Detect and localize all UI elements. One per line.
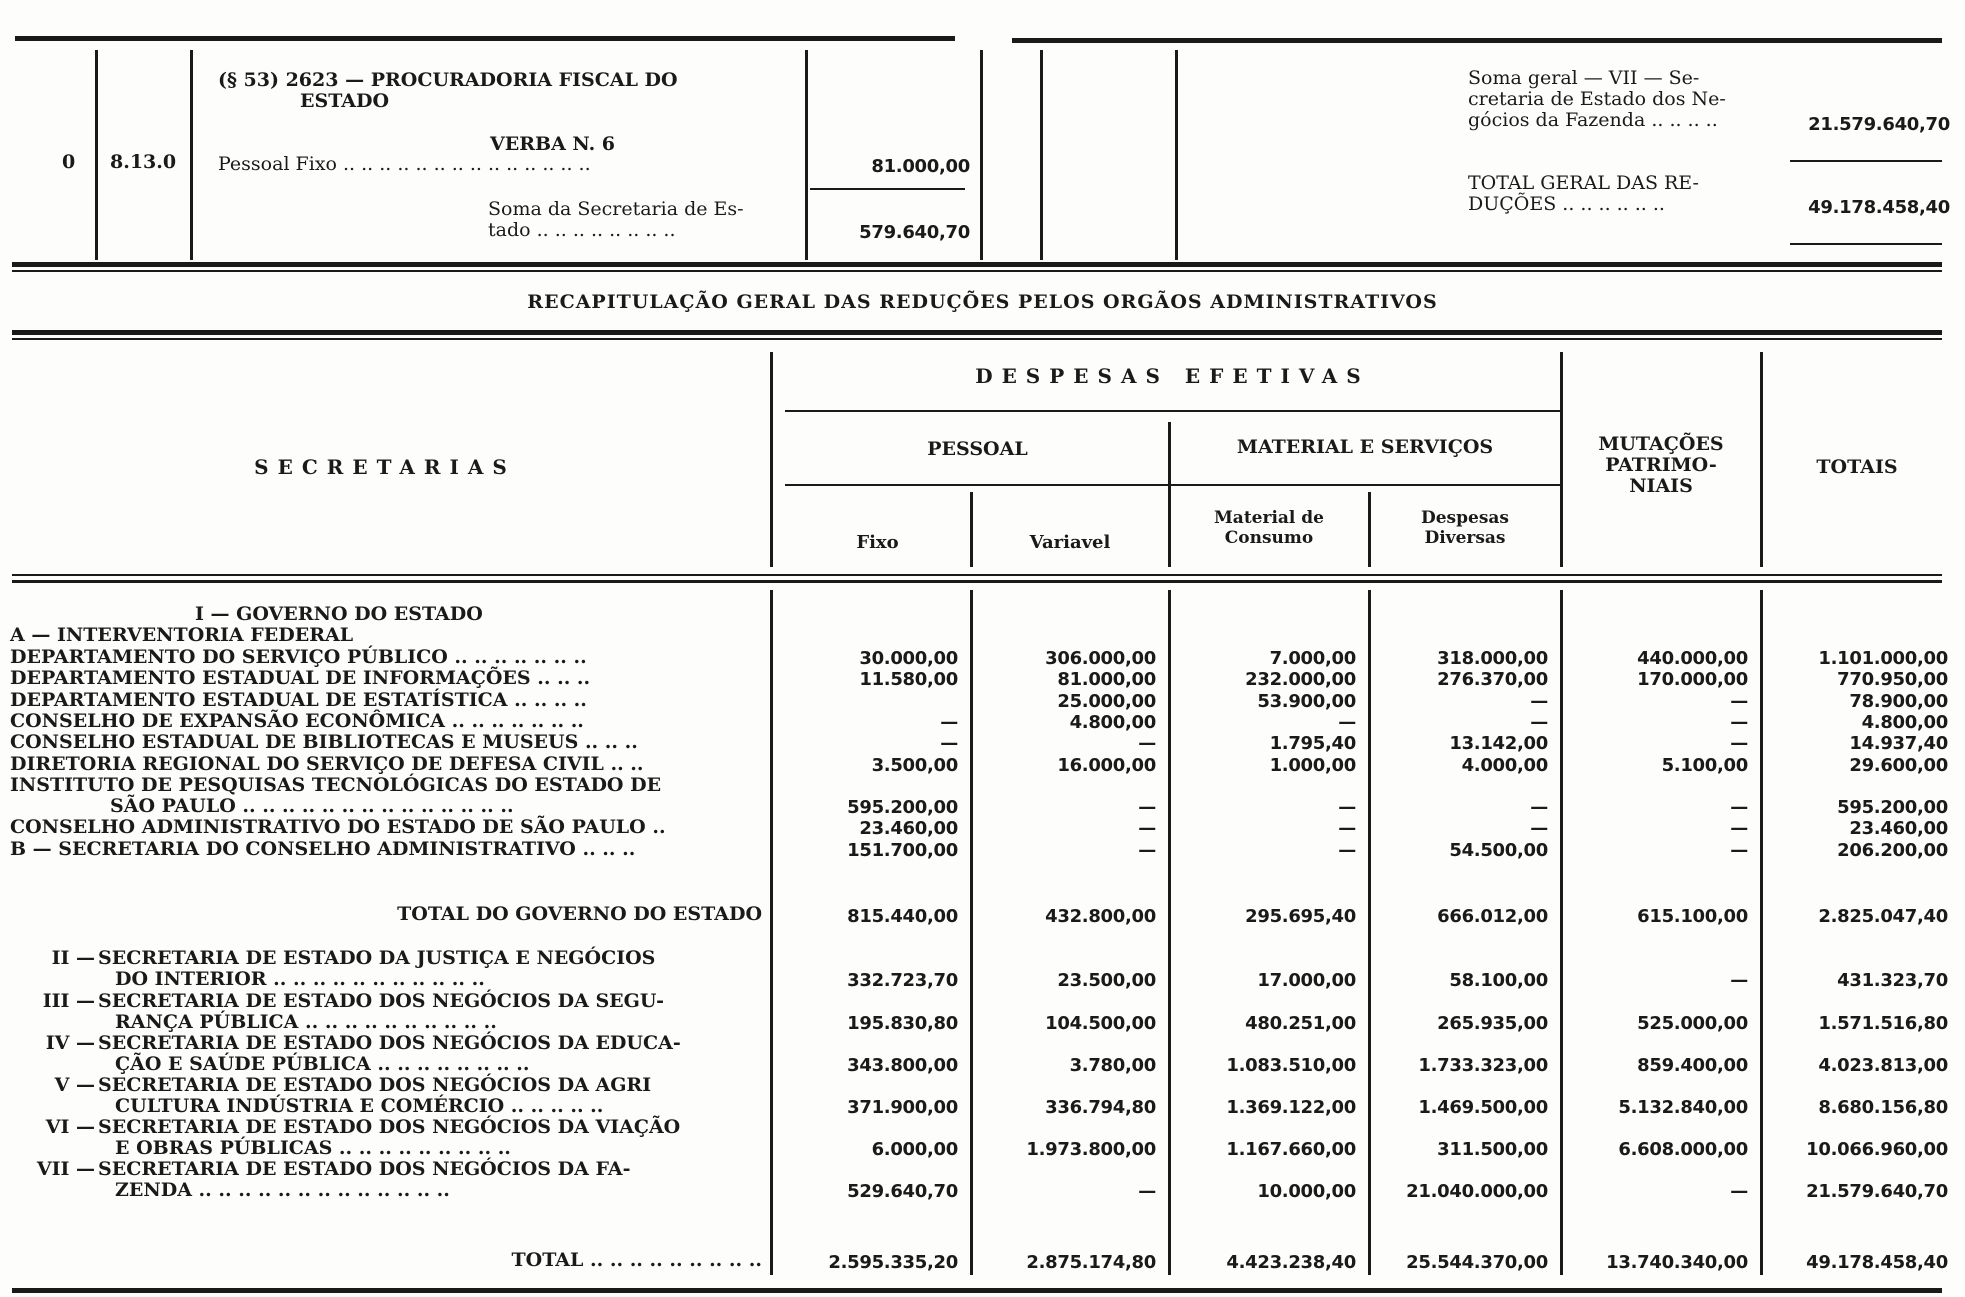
cell-mutacoes: — bbox=[1730, 797, 1748, 819]
body-vline bbox=[1760, 590, 1763, 1275]
top-vline bbox=[805, 50, 808, 260]
verba-label: VERBA N. 6 bbox=[490, 133, 616, 155]
despesas-diversas-header bbox=[1370, 508, 1560, 548]
cell-variavel: 81.000,00 bbox=[1057, 669, 1156, 691]
cell-diversas: 1.469.500,00 bbox=[1418, 1097, 1548, 1118]
cell-diversas: 54.500,00 bbox=[1449, 839, 1548, 861]
row-label: DEPARTAMENTO ESTADUAL DE INFORMAÇÕES .. .. .. bbox=[10, 667, 591, 690]
cell-fixo: — bbox=[940, 733, 958, 755]
cell-total: 23.460,00 bbox=[1849, 818, 1948, 840]
header-vline bbox=[970, 492, 973, 567]
row-label: SECRETARIA DE ESTADO DA JUSTIÇA E NEGÓCIOS bbox=[98, 947, 656, 969]
cell-mutacoes: 615.100,00 bbox=[1637, 906, 1748, 927]
body-vline bbox=[770, 590, 773, 1275]
top-rule-left bbox=[15, 36, 955, 41]
recap-title: RECAPITULAÇÃO GERAL DAS REDUÇÕES PELOS ORGÃOS ADMINISTRATIVOS bbox=[527, 291, 1438, 313]
procuradoria-title: (§ 53) 2623 — PROCURADORIA FISCAL DO bbox=[218, 69, 678, 91]
mutacoes-header bbox=[1562, 434, 1760, 497]
top-vline bbox=[190, 50, 193, 260]
cell-total: 206.200,00 bbox=[1837, 839, 1948, 861]
cell-mutacoes: 6.608.000,00 bbox=[1618, 1139, 1748, 1160]
bottom-rule bbox=[12, 1288, 1942, 1293]
cell-total: 595.200,00 bbox=[1837, 797, 1948, 819]
cell-mutacoes: 440.000,00 bbox=[1637, 648, 1748, 669]
header-rule bbox=[785, 410, 1560, 412]
total-geral-label: TOTAL GERAL DAS RE- bbox=[1468, 172, 1699, 194]
secretarias-header: SECRETARIAS bbox=[254, 455, 516, 479]
cell-mutacoes: 859.400,00 bbox=[1637, 1055, 1748, 1076]
row-label-cont: RANÇA PÚBLICA .. .. .. .. .. .. .. .. .. .. bbox=[115, 1011, 497, 1033]
cell-total: 1.571.516,80 bbox=[1818, 1013, 1948, 1034]
material-consumo-line: Consumo bbox=[1224, 528, 1314, 548]
cell-fixo: 595.200,00 bbox=[847, 797, 958, 819]
body-vline bbox=[1368, 590, 1371, 1275]
soma-geral-value: 21.579.640,70 bbox=[1808, 114, 1950, 135]
cell-consumo: 17.000,00 bbox=[1257, 970, 1356, 991]
cell-fixo: 6.000,00 bbox=[871, 1139, 958, 1160]
soma-geral-label-cont: gócios da Fazenda .. .. .. .. bbox=[1468, 109, 1718, 131]
cell-mutacoes: — bbox=[1730, 711, 1748, 733]
cell-consumo: 7.000,00 bbox=[1269, 648, 1356, 669]
row-label: CONSELHO ESTADUAL DE BIBLIOTECAS E MUSEUS .. .. .. bbox=[10, 731, 638, 754]
section-rule bbox=[12, 270, 1942, 272]
cell-fixo: 3.500,00 bbox=[871, 754, 958, 776]
cell-consumo: — bbox=[1338, 797, 1356, 819]
soma-secretaria-label: Soma da Secretaria de Es- bbox=[488, 198, 744, 220]
row-label: DIRETORIA REGIONAL DO SERVIÇO DE DEFESA CIVIL .. .. bbox=[10, 752, 644, 775]
cell-consumo: — bbox=[1338, 839, 1356, 861]
cell-variavel: 4.800,00 bbox=[1069, 711, 1156, 733]
cell-diversas: — bbox=[1530, 797, 1548, 819]
cell-fixo: 815.440,00 bbox=[847, 906, 958, 927]
row-label: DEPARTAMENTO DO SERVIÇO PÚBLICO .. .. .. .. .. .. .. bbox=[10, 646, 587, 668]
top-rule-right bbox=[1012, 38, 1942, 43]
cell-diversas: 58.100,00 bbox=[1449, 970, 1548, 991]
cell-total: 49.178.458,40 bbox=[1806, 1252, 1948, 1273]
cell-variavel: — bbox=[1138, 839, 1156, 861]
sum-rule bbox=[1790, 243, 1942, 245]
header-bottom-rule bbox=[12, 580, 1942, 583]
cell-total: 770.950,00 bbox=[1837, 669, 1948, 691]
cell-diversas: 311.500,00 bbox=[1437, 1139, 1548, 1160]
cell-mutacoes: — bbox=[1730, 818, 1748, 840]
cell-total: 4.800,00 bbox=[1861, 711, 1948, 733]
cell-mutacoes: 170.000,00 bbox=[1637, 669, 1748, 691]
pessoal-header: PESSOAL bbox=[927, 438, 1028, 460]
cell-mutacoes: — bbox=[1730, 690, 1748, 712]
row-number: III — bbox=[42, 990, 95, 1012]
header-vline bbox=[770, 352, 773, 567]
cell-consumo: 53.900,00 bbox=[1257, 690, 1356, 712]
sum-rule bbox=[810, 188, 965, 190]
row-label-cont: ÇÃO E SAÚDE PÚBLICA .. .. .. .. .. .. .. .. bbox=[115, 1053, 530, 1075]
cell-variavel: — bbox=[1138, 1181, 1156, 1202]
cell-consumo: 1.369.122,00 bbox=[1226, 1097, 1356, 1118]
cell-fixo: — bbox=[940, 711, 958, 733]
despesas-diversas-line: Despesas bbox=[1421, 508, 1509, 528]
row-number: IV — bbox=[45, 1032, 95, 1054]
mutacoes-header-line: MUTAÇÕES bbox=[1598, 433, 1724, 455]
cell-variavel: 2.875.174,80 bbox=[1026, 1252, 1156, 1273]
row-label-cont: ZENDA .. .. .. .. .. .. .. .. .. .. .. .. .. bbox=[115, 1179, 450, 1201]
row-label: CONSELHO ADMINISTRATIVO DO ESTADO DE SÃO PAULO .. bbox=[10, 816, 666, 839]
soma-secretaria-label-cont: tado .. .. .. .. .. .. .. .. bbox=[488, 219, 676, 241]
cell-variavel: 25.000,00 bbox=[1057, 690, 1156, 712]
row-number: VII — bbox=[36, 1158, 95, 1180]
cell-diversas: 4.000,00 bbox=[1461, 754, 1548, 776]
soma-geral-label: Soma geral — VII — Se- bbox=[1468, 67, 1700, 89]
cell-total: 21.579.640,70 bbox=[1806, 1181, 1948, 1202]
sum-rule bbox=[1790, 160, 1942, 162]
row-label: SÃO PAULO .. .. .. .. .. .. .. .. .. .. .. .. .. .. bbox=[110, 795, 514, 818]
section-rule bbox=[12, 262, 1942, 267]
cell-total: 29.600,00 bbox=[1849, 754, 1948, 776]
cell-diversas: 1.733.323,00 bbox=[1418, 1055, 1548, 1076]
material-servicos-header: MATERIAL E SERVIÇOS bbox=[1236, 436, 1494, 458]
row-label: SECRETARIA DE ESTADO DOS NEGÓCIOS DA FA- bbox=[98, 1158, 631, 1180]
budget-code: 8.13.0 bbox=[110, 151, 177, 173]
cell-diversas: — bbox=[1530, 711, 1548, 733]
cell-fixo: 371.900,00 bbox=[847, 1097, 958, 1118]
cell-consumo: 1.795,40 bbox=[1269, 733, 1356, 755]
cell-fixo: 30.000,00 bbox=[859, 648, 958, 669]
cell-variavel: 306.000,00 bbox=[1045, 648, 1156, 669]
cell-diversas: 276.370,00 bbox=[1437, 669, 1548, 691]
cell-consumo: 10.000,00 bbox=[1257, 1181, 1356, 1202]
title-rule bbox=[12, 338, 1942, 340]
row-label: SECRETARIA DE ESTADO DOS NEGÓCIOS DA AGRI bbox=[98, 1074, 652, 1096]
cell-diversas: 25.544.370,00 bbox=[1406, 1252, 1548, 1273]
cell-fixo: 11.580,00 bbox=[859, 669, 958, 691]
cell-diversas: 265.935,00 bbox=[1437, 1013, 1548, 1034]
row-label: B — SECRETARIA DO CONSELHO ADMINISTRATIVO .. .. .. bbox=[10, 837, 636, 860]
title-rule bbox=[12, 330, 1942, 335]
soma-secretaria-value: 579.640,70 bbox=[859, 222, 970, 243]
row-number: II — bbox=[51, 947, 95, 969]
despesas-efetivas-header: DESPESAS EFETIVAS bbox=[975, 364, 1370, 388]
cell-variavel: 23.500,00 bbox=[1057, 970, 1156, 991]
cell-consumo: 1.000,00 bbox=[1269, 754, 1356, 776]
row-label-cont: DO INTERIOR .. .. .. .. .. .. .. .. .. .. .. bbox=[115, 968, 485, 990]
mutacoes-header-line: NIAIS bbox=[1629, 475, 1693, 497]
cell-total: 431.323,70 bbox=[1837, 970, 1948, 991]
grand-total-label: TOTAL .. .. .. .. .. .. .. .. .. bbox=[511, 1249, 762, 1271]
cell-fixo: 343.800,00 bbox=[847, 1055, 958, 1076]
cell-mutacoes: 5.132.840,00 bbox=[1618, 1097, 1748, 1118]
cell-diversas: 13.142,00 bbox=[1449, 733, 1548, 755]
cell-consumo: 232.000,00 bbox=[1245, 669, 1356, 691]
cell-fixo: 195.830,80 bbox=[847, 1013, 958, 1034]
cell-variavel: — bbox=[1138, 733, 1156, 755]
fixo-header: Fixo bbox=[856, 532, 899, 553]
cell-diversas: 666.012,00 bbox=[1437, 906, 1548, 927]
cell-variavel: — bbox=[1138, 818, 1156, 840]
cell-variavel: — bbox=[1138, 797, 1156, 819]
row-label-cont: E OBRAS PÚBLICAS .. .. .. .. .. .. .. .. .. bbox=[115, 1137, 511, 1159]
cell-consumo: 1.167.660,00 bbox=[1226, 1139, 1356, 1160]
variavel-header: Variavel bbox=[1029, 532, 1111, 553]
row-number: 0 bbox=[62, 151, 76, 173]
section-heading: I — GOVERNO DO ESTADO bbox=[195, 603, 483, 625]
cell-fixo: 529.640,70 bbox=[847, 1181, 958, 1202]
row-label: DEPARTAMENTO ESTADUAL DE ESTATÍSTICA .. .. .. .. bbox=[10, 688, 587, 711]
cell-consumo: 4.423.238,40 bbox=[1226, 1252, 1356, 1273]
cell-mutacoes: — bbox=[1730, 1181, 1748, 1202]
cell-total: 78.900,00 bbox=[1849, 690, 1948, 712]
section-subheading: A — INTERVENTORIA FEDERAL bbox=[10, 624, 354, 646]
header-bottom-rule bbox=[12, 574, 1942, 576]
cell-diversas: 21.040.000,00 bbox=[1406, 1181, 1548, 1202]
pessoal-fixo-label: Pessoal Fixo .. .. .. .. .. .. .. .. .. .. .. .. .. .. bbox=[218, 153, 591, 175]
cell-total: 2.825.047,40 bbox=[1818, 906, 1948, 927]
body-vline bbox=[1560, 590, 1563, 1275]
header-rule bbox=[785, 484, 1560, 486]
row-number: V — bbox=[54, 1074, 95, 1096]
cell-consumo: 480.251,00 bbox=[1245, 1013, 1356, 1034]
material-consumo-line: Material de bbox=[1213, 508, 1324, 528]
cell-variavel: 432.800,00 bbox=[1045, 906, 1156, 927]
total-geral-value: 49.178.458,40 bbox=[1808, 197, 1950, 218]
despesas-diversas-line: Diversas bbox=[1424, 528, 1506, 548]
cell-consumo: 1.083.510,00 bbox=[1226, 1055, 1356, 1076]
cell-total: 8.680.156,80 bbox=[1818, 1097, 1948, 1118]
cell-consumo: — bbox=[1338, 711, 1356, 733]
cell-mutacoes: 5.100,00 bbox=[1661, 754, 1748, 776]
cell-variavel: 336.794,80 bbox=[1045, 1097, 1156, 1118]
cell-consumo: — bbox=[1338, 818, 1356, 840]
cell-diversas: — bbox=[1530, 690, 1548, 712]
body-vline bbox=[970, 590, 973, 1275]
cell-mutacoes: — bbox=[1730, 970, 1748, 991]
procuradoria-title-cont: ESTADO bbox=[300, 90, 390, 112]
cell-fixo: 23.460,00 bbox=[859, 818, 958, 840]
cell-fixo: 151.700,00 bbox=[847, 839, 958, 861]
cell-total: 1.101.000,00 bbox=[1818, 648, 1948, 669]
cell-consumo: 295.695,40 bbox=[1245, 906, 1356, 927]
soma-geral-label-cont: cretaria de Estado dos Ne- bbox=[1468, 88, 1726, 110]
row-label: INSTITUTO DE PESQUISAS TECNOLÓGICAS DO ESTADO DE bbox=[10, 773, 662, 796]
total-geral-label-cont: DUÇÕES .. .. .. .. .. .. bbox=[1468, 193, 1665, 215]
cell-mutacoes: — bbox=[1730, 839, 1748, 861]
row-label: SECRETARIA DE ESTADO DOS NEGÓCIOS DA EDUCA- bbox=[98, 1032, 681, 1054]
top-vline bbox=[1175, 50, 1178, 260]
top-vline bbox=[95, 50, 98, 260]
pessoal-fixo-value: 81.000,00 bbox=[871, 156, 970, 177]
cell-fixo: 332.723,70 bbox=[847, 970, 958, 991]
cell-variavel: 3.780,00 bbox=[1069, 1055, 1156, 1076]
cell-diversas: — bbox=[1530, 818, 1548, 840]
cell-mutacoes: — bbox=[1730, 733, 1748, 755]
cell-total: 10.066.960,00 bbox=[1806, 1139, 1948, 1160]
row-label-cont: CULTURA INDÚSTRIA E COMÉRCIO .. .. .. .. .. bbox=[115, 1095, 604, 1117]
totais-header: TOTAIS bbox=[1816, 456, 1898, 478]
cell-mutacoes: 13.740.340,00 bbox=[1606, 1252, 1748, 1273]
cell-variavel: 16.000,00 bbox=[1057, 754, 1156, 776]
cell-variavel: 1.973.800,00 bbox=[1026, 1139, 1156, 1160]
cell-total: 14.937,40 bbox=[1849, 733, 1948, 755]
body-vline bbox=[1168, 590, 1171, 1275]
row-label: SECRETARIA DE ESTADO DOS NEGÓCIOS DA SEGU- bbox=[98, 990, 665, 1012]
row-label: CONSELHO DE EXPANSÃO ECONÔMICA .. .. .. .. .. .. .. bbox=[10, 709, 584, 732]
top-vline bbox=[980, 50, 983, 260]
cell-diversas: 318.000,00 bbox=[1437, 648, 1548, 669]
cell-fixo: 2.595.335,20 bbox=[828, 1252, 958, 1273]
cell-total: 4.023.813,00 bbox=[1818, 1055, 1948, 1076]
cell-variavel: 104.500,00 bbox=[1045, 1013, 1156, 1034]
row-number: VI — bbox=[45, 1116, 95, 1138]
cell-mutacoes: 525.000,00 bbox=[1637, 1013, 1748, 1034]
total-governo-label: TOTAL DO GOVERNO DO ESTADO bbox=[397, 903, 762, 925]
row-label: SECRETARIA DE ESTADO DOS NEGÓCIOS DA VIAÇÃO bbox=[98, 1116, 681, 1138]
top-vline bbox=[1040, 50, 1043, 260]
material-consumo-header bbox=[1170, 508, 1368, 548]
mutacoes-header-line: PATRIMO- bbox=[1605, 454, 1717, 476]
